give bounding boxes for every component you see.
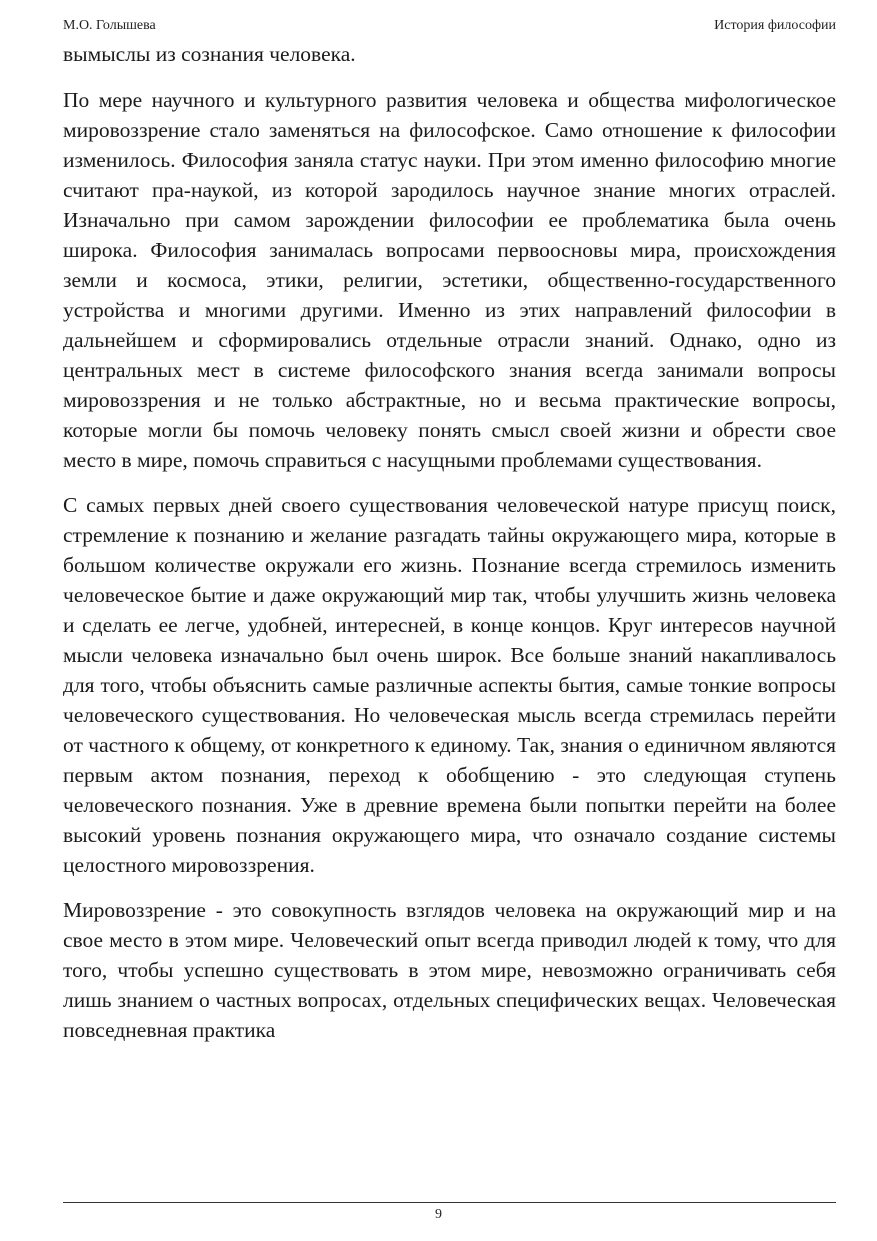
paragraph-continuation: вымыслы из сознания человека.: [63, 42, 356, 66]
page-body: [63, 39, 836, 1060]
paragraph: По мере научного и культурного развития человека и общества мифологическое мировоззрение стало заменяться на философское. Само отношение к философии изменилось. Философия заняла статус науки. При этом именно философию многие считают пра-наукой, из которой зародилось научное знание многих отраслей. Изначально при самом зарождении философии ее проблематика была очень широка. Философия занималась вопросами первоосновы мира, происхождения земли и космоса, этики, религии, эстетики, общественно-государственного устройства и многими другими. Именно из этих направлений философии в дальнейшем и сформировались отдельные отрасли знаний. Однако, одно из центральных мест в системе философского знания всегда занимали вопросы мировоззрения и не только абстрактные, но и весьма практические вопросы, которые могли бы помочь человеку понять смысл своей жизни и обрести свое место в мире, помочь справиться с насущными проблемами существования.: [63, 88, 836, 472]
paragraph: Мировоззрение - это совокупность взглядов человека на окружающий мир и на свое место в этом мире. Человеческий опыт всегда приводил людей к тому, что для того, чтобы успешно существовать в этом мире, невозможно ограничивать себя лишь знанием о частных вопросах, отдельных специфических вещах. Человеческая повседневная практика: [63, 898, 836, 1042]
running-header: [63, 16, 836, 36]
footer-divider: [63, 1202, 836, 1203]
header-author: М.О. Голышева: [63, 18, 156, 33]
page-number: 9: [435, 1207, 442, 1222]
paragraph: С самых первых дней своего существования человеческой натуре присущ поиск, стремление к познанию и желание разгадать тайны окружающего мира, которые в большом количестве окружали его жизнь. Познание всегда стремилось изменить человеческое бытие и даже окружающий мир так, чтобы улучшить жизнь человека и сделать ее легче, удобней, интересней, в конце концов. Круг интересов научной мысли человека изначально был очень широк. Все больше знаний накапливалось для того, чтобы объяснить самые различные аспекты бытия, самые тонкие вопросы человеческого существования. Но человеческая мысль всегда стремилась перейти от частного к общему, от конкретного к единому. Так, знания о единичном являются первым актом познания, переход к обобщению - это следующая ступень человеческого познания. Уже в древние времена были попытки перейти на более высокий уровень познания окружающего мира, что означало создание системы целостного мировоззрения.: [63, 493, 836, 877]
header-book-title: История философии: [714, 18, 836, 33]
